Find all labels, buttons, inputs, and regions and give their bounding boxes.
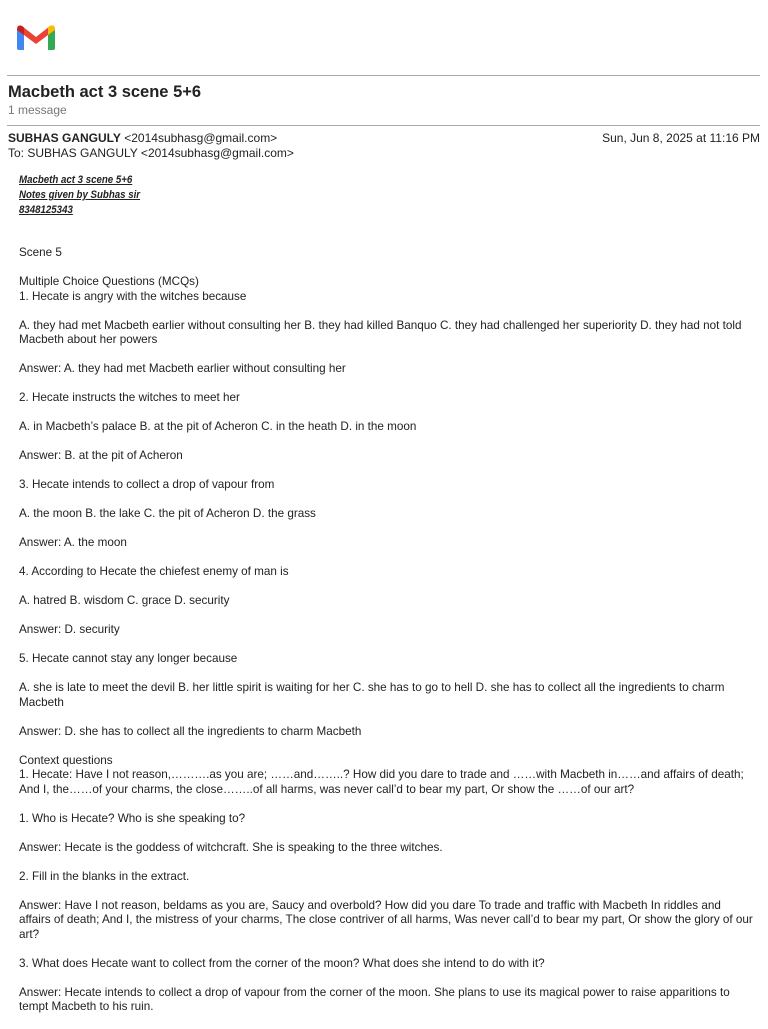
mcq-options-4: A. hatred B. wisdom C. grace D. security xyxy=(19,594,230,607)
mcq-question-3: 3. Hecate intends to collect a drop of vapour from xyxy=(19,478,275,491)
notes-author: Notes given by Subhas sir xyxy=(19,189,141,201)
context-extract: 1. Hecate: Have I not reason,……….as you are; ……and……..? How did you dare to trade and ……with Macbeth in……and affairs of death; And I, the……of your charms, the close……..of all harms, was never call’d to bear my part, Or show the ……of our art? xyxy=(19,768,744,796)
notes-phone: 8348125343 xyxy=(19,204,73,216)
mcq-answer-4: Answer: D. security xyxy=(19,623,120,636)
mcq-options-2: A. in Macbeth’s palace B. at the pit of Acheron C. in the heath D. in the moon xyxy=(19,420,417,433)
mcq-options-5: A. she is late to meet the devil B. her little spirit is waiting for her C. she has to go to hell D. she has to collect all the ingredients to charm Macbeth xyxy=(19,681,725,709)
email-date: Sun, Jun 8, 2025 at 11:16 PM xyxy=(602,131,760,145)
mcq-question-2: 2. Hecate instructs the witches to meet her xyxy=(19,391,240,404)
mcq-question-1: 1. Hecate is angry with the witches because xyxy=(19,289,247,303)
mcq-title: Multiple Choice Questions (MCQs) xyxy=(19,275,199,288)
context-question-2: 2. Fill in the blanks in the extract. xyxy=(19,869,190,883)
sender-line xyxy=(8,131,277,145)
notes-header xyxy=(19,173,754,218)
subject-divider xyxy=(7,125,760,126)
sender-name: SUBHAS GANGULY xyxy=(8,131,121,145)
context-question-1: 1. Who is Hecate? Who is she speaking to? xyxy=(19,811,246,825)
mcq-answer-1: Answer: A. they had met Macbeth earlier without consulting her xyxy=(19,362,346,375)
message-count: 1 message xyxy=(8,103,67,117)
recipient-line: To: SUBHAS GANGULY <2014subhasg@gmail.com> xyxy=(8,146,294,160)
context-answer-2: Answer: Have I not reason, beldams as you are, Saucy and overbold? How did you dare To trade and traffic with Macbeth In riddles and affairs of death; And I, the mistress of your charms, The close contriver of all harms, Was never call’d to bear my part, Or show the glory of our art? xyxy=(19,898,753,941)
mcq-answer-5: Answer: D. she has to collect all the ingredients to charm Macbeth xyxy=(19,724,362,738)
mcq-options-1: A. they had met Macbeth earlier without consulting her B. they had killed Banquo C. they had challenged her superiority D. they had not told Macbeth about her powers xyxy=(19,318,742,346)
context-question-3: 3. What does Hecate want to collect from the corner of the moon? What does she intend to do with it? xyxy=(19,956,545,970)
context-title: Context questions xyxy=(19,753,113,767)
notes-title: Macbeth act 3 scene 5+6 xyxy=(19,174,133,186)
header-divider xyxy=(7,75,760,76)
scene-heading: Scene 5 xyxy=(19,246,62,259)
mcq-options-3: A. the moon B. the lake C. the pit of Acheron D. the grass xyxy=(19,507,316,520)
gmail-logo-icon xyxy=(16,22,56,52)
context-answer-1: Answer: Hecate is the goddess of witchcraft. She is speaking to the three witches. xyxy=(19,840,443,854)
sender-email[interactable]: <2014subhasg@gmail.com> xyxy=(124,131,278,145)
mcq-answer-3: Answer: A. the moon xyxy=(19,536,127,549)
email-subject: Macbeth act 3 scene 5+6 xyxy=(8,83,202,101)
email-body xyxy=(19,173,754,1029)
mcq-answer-2: Answer: B. at the pit of Acheron xyxy=(19,449,183,462)
context-answer-3: Answer: Hecate intends to collect a drop of vapour from the corner of the moon. She plans to use its magical power to raise apparitions to tempt Macbeth to his ruin. xyxy=(19,985,730,1013)
mcq-question-4: 4. According to Hecate the chiefest enemy of man is xyxy=(19,565,289,578)
mcq-question-5: 5. Hecate cannot stay any longer because xyxy=(19,652,238,665)
